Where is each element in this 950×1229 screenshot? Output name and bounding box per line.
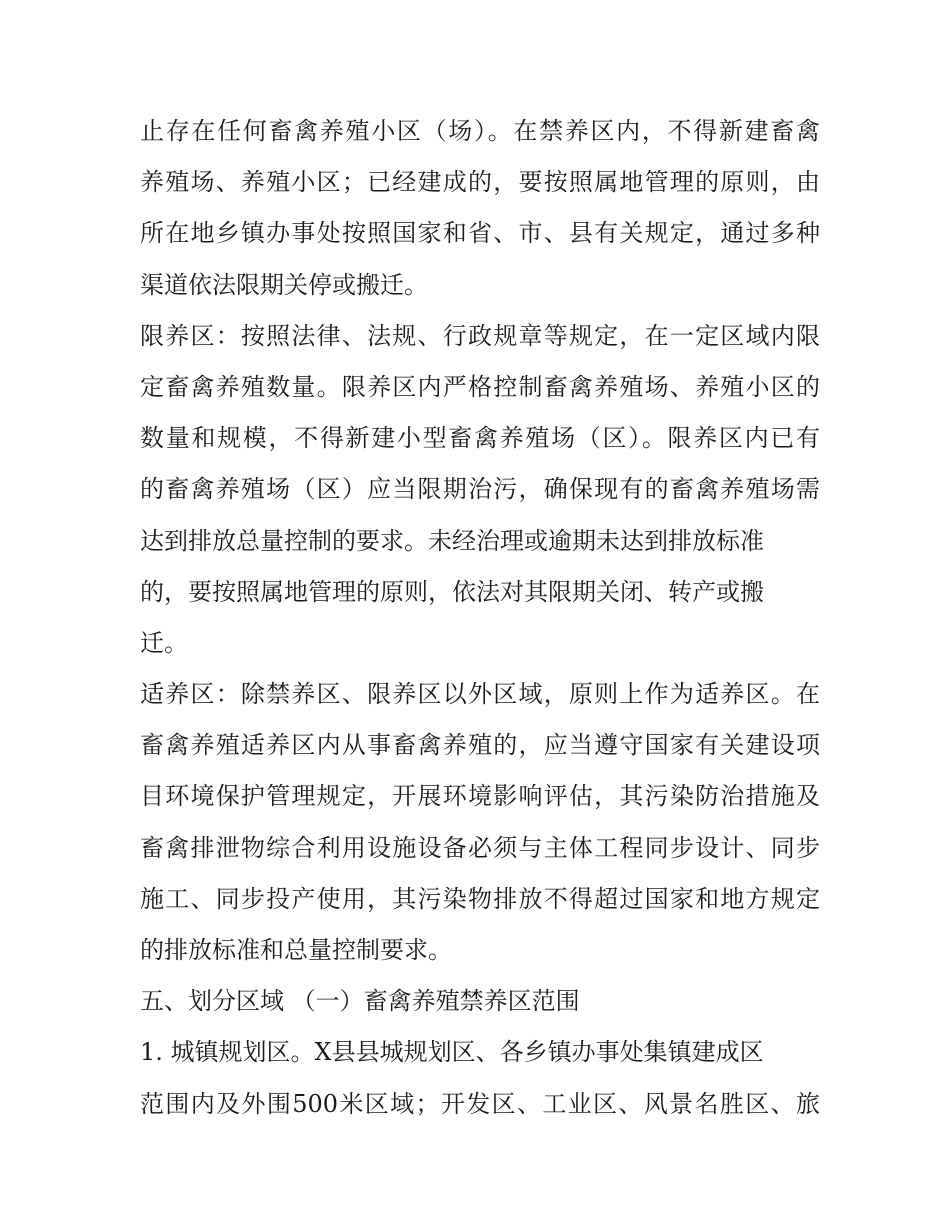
document-body bbox=[140, 106, 820, 1130]
text-line: 五、划分区域 （一）畜禽养殖禁养区范围 bbox=[140, 987, 580, 1016]
text-line: 适养区：除禁养区、限养区以外区域，原则上作为适养区。在 bbox=[140, 680, 820, 709]
text-line: 止存在任何畜禽养殖小区（场）。在禁养区内，不得新建畜禽 bbox=[140, 117, 820, 145]
text-line: 的畜禽养殖场（区）应当限期治污，确保现有的畜禽养殖场需 bbox=[140, 475, 820, 504]
text-line: 1. 城镇规划区。X县县城规划区、各乡镇办事处集镇建成区 bbox=[140, 1038, 764, 1067]
paragraph-forbidden-zone-continued bbox=[140, 106, 820, 311]
text-line: 畜禽养殖适养区内从事畜禽养殖的，应当遵守国家有关建设项 bbox=[140, 731, 820, 760]
text-line: 养殖场、养殖小区；已经建成的，要按照属地管理的原则，由 bbox=[140, 168, 820, 197]
text-line: 施工、同步投产使用，其污染物排放不得超过国家和地方规定 bbox=[140, 884, 820, 913]
paragraph-restricted-zone bbox=[140, 311, 820, 669]
text-line: 所在地乡镇办事处按照国家和省、市、县有关规定，通过多种 bbox=[140, 219, 820, 248]
text-line: 数量和规模，不得新建小型畜禽养殖场（区）。限养区内已有 bbox=[140, 424, 820, 453]
text-line: 范围内及外围500米区域；开发区、工业区、风景名胜区、旅 bbox=[140, 1089, 820, 1118]
section-heading bbox=[140, 976, 820, 1027]
text-line: 目环境保护管理规定，开展环境影响评估，其污染防治措施及 bbox=[140, 782, 820, 811]
text-line: 迁。 bbox=[140, 628, 188, 657]
text-line: 的排放标准和总量控制要求。 bbox=[140, 936, 452, 964]
paragraph-urban-planning-area bbox=[140, 1027, 820, 1129]
paragraph-suitable-zone bbox=[140, 669, 820, 976]
text-line: 的，要按照属地管理的原则，依法对其限期关闭、转产或搬 bbox=[140, 577, 764, 606]
text-line: 定畜禽养殖数量。限养区内严格控制畜禽养殖场、养殖小区的 bbox=[140, 372, 820, 401]
text-line: 畜禽排泄物综合利用设施设备必须与主体工程同步设计、同步 bbox=[140, 833, 820, 862]
text-line: 达到排放总量控制的要求。未经治理或逾期未达到排放标准 bbox=[140, 526, 764, 555]
text-line: 限养区：按照法律、法规、行政规章等规定，在一定区域内限 bbox=[140, 321, 820, 350]
text-line: 渠道依法限期关停或搬迁。 bbox=[140, 270, 428, 299]
